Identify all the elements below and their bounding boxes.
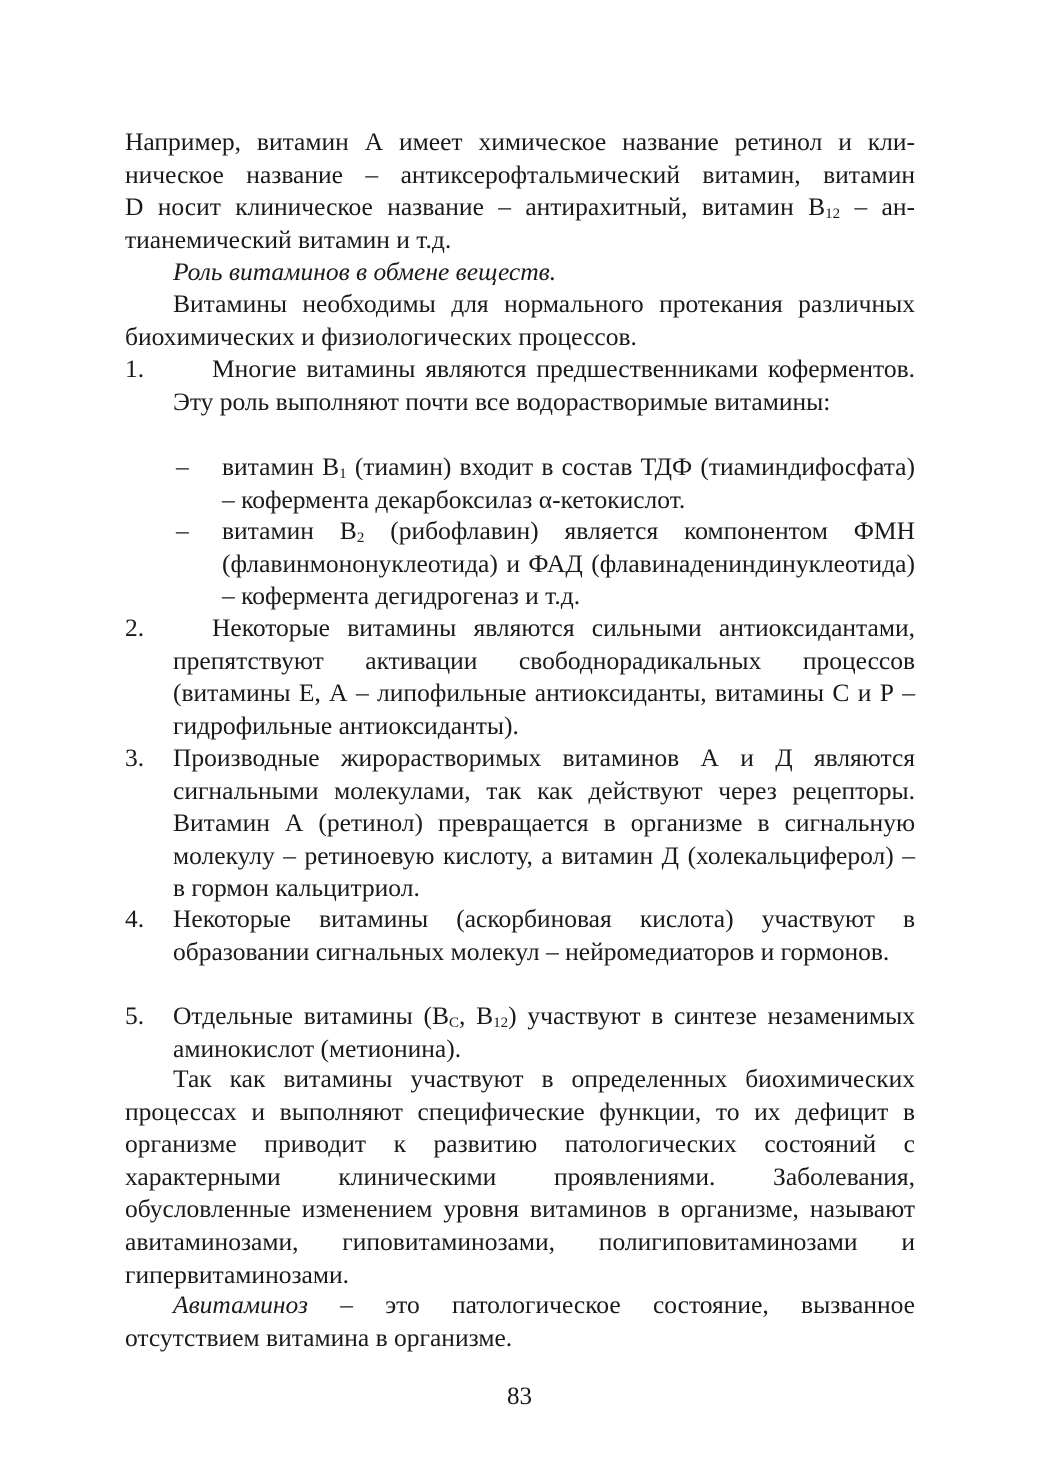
- section-heading-role: Роль витаминов в обмене веществ.: [173, 257, 557, 286]
- page-number: 83: [507, 1383, 532, 1410]
- intro-line-3: D носит клиническое название – антирахитный, витамин $B_{12} - ан-$: [125, 192, 915, 223]
- avitaminosis-term: Авитаминоз: [173, 1290, 308, 1319]
- list-item-2-number: 2.: [125, 613, 145, 642]
- list-item-1-text: Многие витамины являются предшественниками коферментов. Эту роль выполняют почти все водорастворимые витамины:: [173, 354, 915, 416]
- list-item-3-number: 3.: [125, 743, 145, 772]
- list-item-1-number: 1.: [125, 354, 145, 383]
- list-item-4-number: 4.: [125, 904, 145, 933]
- list-item-5-number: 5.: [125, 1001, 145, 1030]
- role-paragraph: Витамины необходимы для нормального протекания различных биохимических и физиологических процессов.: [125, 289, 915, 351]
- intro-line-1: Например, витамин А имеет химическое название ретинол и кли-: [125, 127, 915, 156]
- sub-item-1-dash: –: [176, 452, 189, 481]
- avitaminosis-paragraph: Авитаминоз – это патологическое состояние, вызванное отсутствием витамина в организме.: [125, 1290, 915, 1352]
- intro-line-4: тианемический витамин и т.д.: [125, 224, 452, 254]
- intro-paragraph: [125, 126, 915, 256]
- list-item-2-text: Некоторые витамины являются сильными антиоксидантами, препятствуют активации свободнорадикальных процессов (витамины Е, А – липофильные антиоксиданты, витамины С и Р – гидрофильные антиоксиданты).: [173, 613, 915, 740]
- sub-item-2-text: витамин $B_2$ (рибофлавин) является компонентом ФМН (флавинмононуклеотида) и ФАД (флавинадениндинуклеотида) – кофермента дегидрогеназ и т.д.: [222, 516, 915, 611]
- list-item-4-text: Некоторые витамины (аскорбиновая кислота) участвуют в образовании сигнальных молекул – нейромедиаторов и гормонов.: [173, 904, 915, 966]
- intro-line-2: ническое название – антиксерофтальмический витамин, витамин: [125, 159, 915, 189]
- list-item-3-text: Производные жирорастворимых витаминов А и Д являются сигнальными молекулами, так как действуют через рецепторы. Витамин А (ретинол) превращается в организме в сигнальную молекулу – ретиноевую кислоту, а витамин Д (холекальциферол) – в гормон кальцитриол.: [173, 743, 915, 903]
- deficit-paragraph: Так как витамины участвуют в определенных биохимических процессах и выполняют специфические функции, то их дефицит в организме приводит к развитию патологических состояний с характерными клиническими проявлениями. Заболевания, обусловленные изменением уровня витаминов в организме, называют авитаминозами, гиповитаминозами, полигиповитаминозами и гипервитаминозами.: [125, 1064, 915, 1289]
- sub-item-2-dash: –: [176, 516, 189, 545]
- list-item-5-text: Отдельные витамины ($B_C$, $B_{12}$) участвуют в синтезе незаменимых аминокислот (метионина).: [173, 1001, 915, 1063]
- sub-item-1-text: витамин $B_1$ (тиамин) входит в состав ТДФ (тиаминдифосфата) – кофермента декарбоксилаз α-кетокислот.: [222, 452, 915, 514]
